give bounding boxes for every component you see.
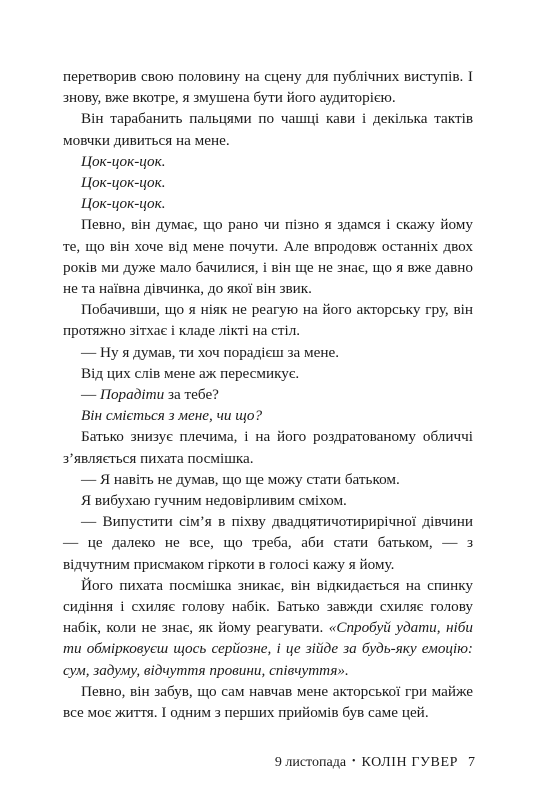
text-segment: Його пихата посмішка зникає, він відкидається на спинку сидіння і схиляє голову набік. Батько завжди схиляє голову набік, коли не знає, як йому реагувати. [63, 576, 473, 637]
dialogue-line [63, 469, 473, 490]
paragraph [63, 151, 473, 172]
text-segment: Цок-цок-цок. [81, 174, 166, 192]
text-segment: Я вибухаю гучним недовірливим сміхом. [81, 492, 347, 510]
paragraph [63, 108, 473, 150]
dialogue-line [63, 384, 473, 405]
text-segment: — Ну я думав, ти хоч порадієш за мене. [81, 343, 340, 361]
paragraph [63, 363, 473, 384]
paragraph [63, 426, 473, 468]
text-segment: перетворив свою половину на сцену для публічних виступів. І знову, вже вкотре, я змушена бути його аудиторією. [63, 68, 473, 107]
dialogue-line [63, 342, 473, 363]
paragraph [63, 299, 473, 341]
paragraph [63, 214, 473, 299]
body-text [63, 66, 473, 723]
paragraph [63, 193, 473, 214]
paragraph [63, 66, 473, 108]
text-segment: Батько знизує плечима, і на його роздратованому обличчі з’являється пихата посмішка. [63, 428, 473, 467]
dialogue-line [63, 511, 473, 575]
text-segment: — Я навіть не думав, що ще можу стати батьком. [81, 470, 400, 488]
text-segment: Певно, він забув, що сам навчав мене акторської гри майже все моє життя. І одним з перших прийомів був саме цей. [63, 682, 473, 722]
text-segment: — [81, 386, 100, 404]
paragraph [63, 172, 473, 193]
paragraph [63, 490, 473, 511]
page-number: 7 [468, 755, 475, 770]
footer-author: КОЛІН ГУВЕР [361, 755, 458, 770]
bullet-separator: • [352, 756, 356, 767]
text-segment: Він сміється з мене, чи що? [81, 407, 263, 425]
text-segment-italic: Порадіти [99, 386, 165, 404]
footer-chapter-date: 9 листопада [274, 755, 347, 770]
text-segment: Від цих слів мене аж пересмикує. [81, 364, 300, 382]
paragraph [63, 405, 473, 426]
text-segment: Певно, він думає, що рано чи пізно я здамся і скажу йому те, що він хоче від мене почути. Але впродовж останніх двох років ми дуже мало бачилися, і він ще не знає, що я вже давно не та наївна дівчинка, до якої він звик. [63, 216, 473, 298]
text-segment: за тебе? [164, 386, 219, 404]
paragraph [63, 575, 473, 681]
text-segment: Він тарабанить пальцями по чашці кави і декілька тактів мовчки дивиться на мене. [63, 110, 473, 149]
text-segment-italic: «Спробуй удати, ніби ти обмірковуєш щось серйозне, і це зійде за будь-яку емоцію: сум, задуму, відчуття провини, співчуття». [63, 619, 473, 679]
text-segment: Побачивши, що я ніяк не реагую на його акторську гру, він протяжно зітхає і кладе лікті на стіл. [63, 301, 473, 340]
paragraph [63, 681, 473, 723]
text-segment: — Випустити сім’я в піхву двадцятичотирирічної дівчини — це далеко не все, що треба, аби стати батьком, — з відчутним присмаком гіркоти в голосі кажу я йому. [63, 513, 473, 573]
running-footer [275, 753, 475, 772]
text-segment: Цок-цок-цок. [81, 195, 166, 213]
text-segment: Цок-цок-цок. [81, 152, 166, 170]
